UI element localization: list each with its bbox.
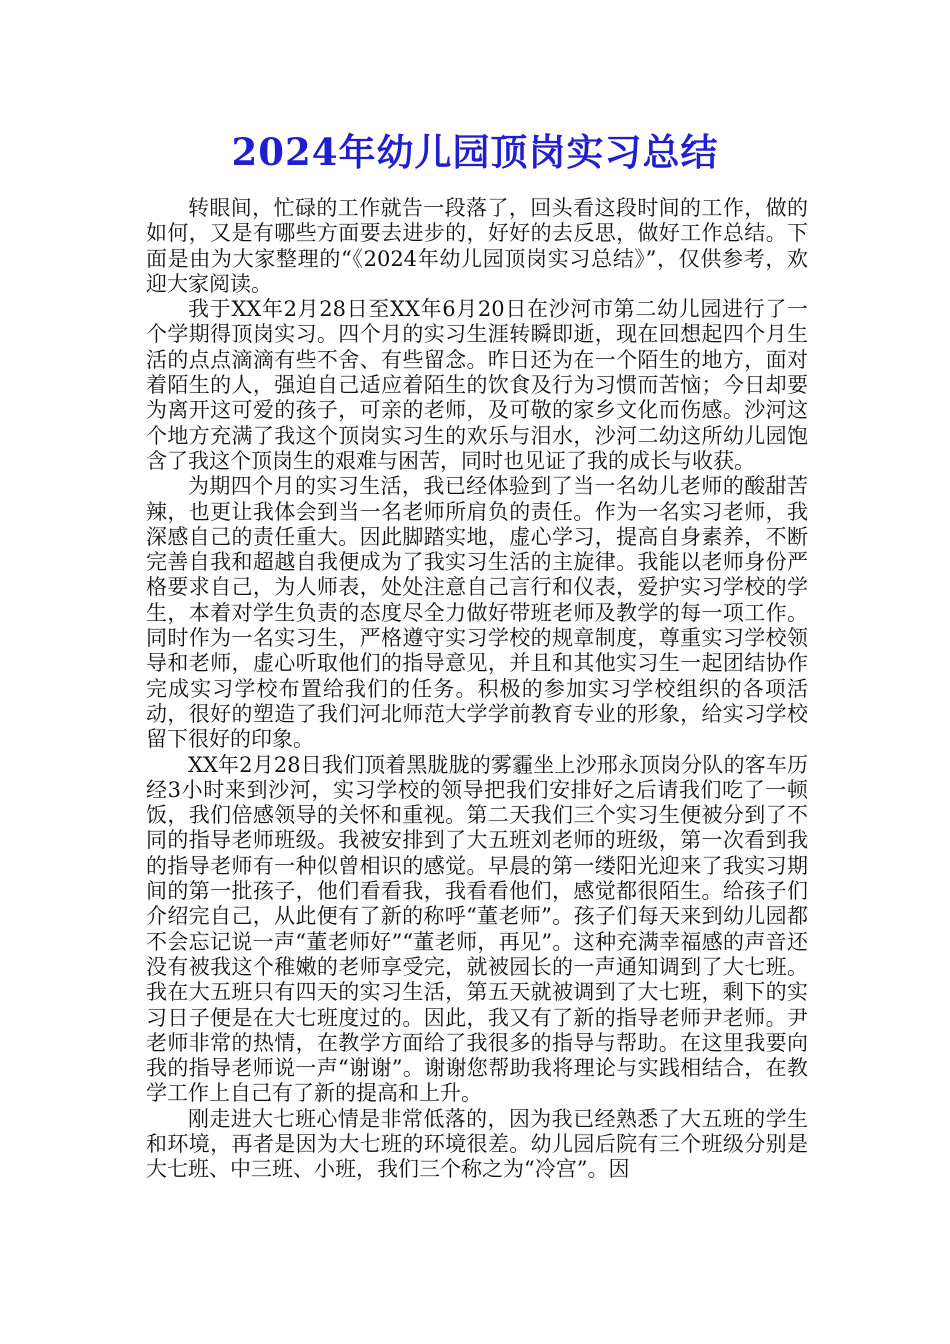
document-body — [146, 196, 808, 1183]
paragraph: 我于XX年2月28日至XX年6月20日在沙河市第二幼儿园进行了一个学期得顶岗实习。四个月的实习生涯转瞬即逝，现在回想起四个月生活的点点滴滴有些不舍、有些留念。昨日还为在一个陌生的地方，面对着陌生的人，强迫自己适应着陌生的饮食及行为习惯而苦恼；今日却要为离开这可爱的孩子，可亲的老师，及可敬的家乡文化而伤感。沙河这个地方充满了我这个顶岗实习生的欢乐与泪水，沙河二幼这所幼儿园饱含了我这个顶岗生的艰难与困苦，同时也见证了我的成长与收获。 — [146, 297, 808, 473]
document-title: 2024年幼儿园顶岗实习总结 — [231, 130, 719, 174]
paragraph: 转眼间，忙碌的工作就告一段落了，回头看这段时间的工作，做的如何，又是有哪些方面要去进步的，好好的去反思，做好工作总结。下面是由为大家整理的“《2024年幼儿园顶岗实习总结》”，仅供参考，欢迎大家阅读。 — [146, 196, 808, 296]
paragraph: 为期四个月的实习生活，我已经体验到了当一名幼儿老师的酸甜苦辣，也更让我体会到当一名老师所肩负的责任。作为一名实习老师，我深感自己的责任重大。因此脚踏实地，虚心学习，提高自身素养，不断完善自我和超越自我便成为了我实习生活的主旋律。我能以老师身份严格要求自己，为人师表，处处注意自己言行和仪表，爱护实习学校的学生，本着对学生负责的态度尽全力做好带班老师及教学的每一项工作。同时作为一名实习生，严格遵守实习学校的规章制度，尊重实习学校领导和老师，虚心听取他们的指导意见，并且和其他实习生一起团结协作完成实习学校布置给我们的任务。积极的参加实习学校组织的各项活动，很好的塑造了我们河北师范大学学前教育专业的形象，给实习学校留下很好的印象。 — [146, 474, 808, 752]
paragraph: 刚走进大七班心情是非常低落的，因为我已经熟悉了大五班的学生和环境，再者是因为大七班的环境很差。幼儿园后院有三个班级分别是大七班、中三班、小班，我们三个称之为“冷宫”。因 — [146, 1106, 808, 1182]
paragraph: XX年2月28日我们顶着黑胧胧的雾霾坐上沙邢永顶岗分队的客车历经3小时来到沙河，实习学校的领导把我们安排好之后请我们吃了一顿饭，我们倍感领导的关怀和重视。第二天我们三个实习生便被分到了不同的指导老师班级。我被安排到了大五班刘老师的班级，第一次看到我的指导老师有一种似曾相识的感觉。早晨的第一缕阳光迎来了我实习期间的第一批孩子，他们看看我，我看看他们，感觉都很陌生。给孩子们介绍完自己，从此便有了新的称呼“董老师”。孩子们每天来到幼儿园都不会忘记说一声“董老师好”“董老师，再见”。这种充满幸福感的声音还没有被我这个稚嫩的老师享受完，就被园长的一声通知调到了大七班。我在大五班只有四天的实习生活，第五天就被调到了大七班，剩下的实习日子便是在大七班度过的。因此，我又有了新的指导老师尹老师。尹老师非常的热情，在教学方面给了我很多的指导与帮助。在这里我要向我的指导老师说一声“谢谢”。谢谢您帮助我将理论与实践相结合，在教学工作上自己有了新的提高和上升。 — [146, 752, 808, 1106]
